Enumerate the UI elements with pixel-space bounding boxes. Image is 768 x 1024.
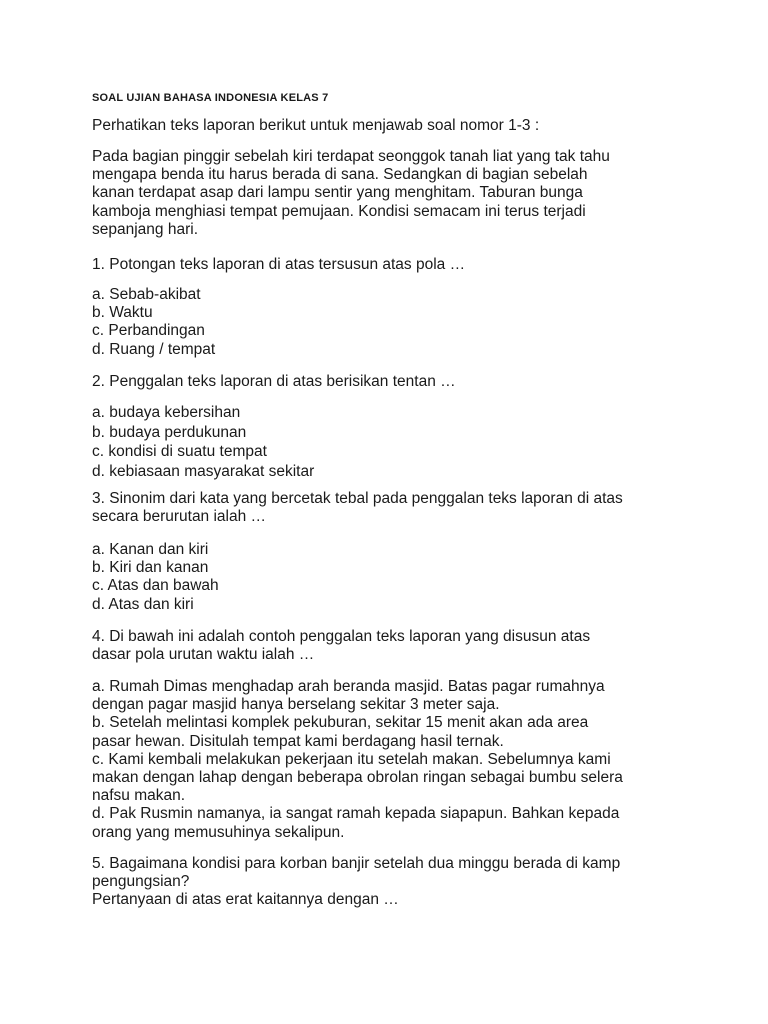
question-5-text: Pertanyaan di atas erat kaitannya dengan … [92,891,399,909]
option-a-cont: dengan pagar masjid hanya berselang sekitar 3 meter saja. [92,696,500,714]
option-d-cont: orang yang memusuhinya sekalipun. [92,823,345,841]
question-5-text: 5. Bagaimana kondisi para korban banjir setelah dua minggu berada di kamp [92,855,621,872]
passage-line: kamboja menghiasi tempat pemujaan. Kondisi semacam ini terus terjadi [92,202,586,220]
option-b: b. Kiri dan kanan [92,559,209,577]
passage-line: mengapa benda itu harus berada di sana. Sedangkan di bagian sebelah [92,166,588,184]
option-d: d. Ruang / tempat [92,340,216,358]
intro-line: Perhatikan teks laporan berikut untuk menjawab soal nomor 1-3 : [92,117,540,134]
question-2-text: 2. Penggalan teks laporan di atas berisikan tentan … [92,373,456,390]
report-passage [92,148,610,239]
option-b: b. Waktu [92,304,153,322]
option-d: d. Atas dan kiri [92,595,194,613]
question-5 [92,855,620,910]
option-c: c. kondisi di suatu tempat [92,443,267,460]
question-3-text: 3. Sinonim dari kata yang bercetak tebal pada penggalan teks laporan di atas [92,490,623,507]
question-2-options [92,403,314,481]
question-5-text: pengungsian? [92,873,190,891]
question-1-text: 1. Potongan teks laporan di atas tersusun atas pola … [92,256,466,273]
option-c-cont: makan dengan lahap dengan beberapa obrolan ringan sebagai bumbu selera [92,769,623,787]
question-3-options [92,541,219,614]
option-d: d. Pak Rusmin namanya, ia sangat ramah kepada siapapun. Bahkan kepada [92,805,620,823]
option-b: b. Setelah melintasi komplek pekuburan, sekitar 15 menit akan ada area [92,714,589,732]
question-1 [92,256,465,274]
option-c: c. Perbandingan [92,322,205,340]
option-b: b. budaya perdukunan [92,423,247,441]
question-4-text: dasar pola urutan waktu ialah … [92,646,315,664]
option-c: c. Kami kembali melakukan pekerjaan itu setelah makan. Sebelumnya kami [92,750,611,768]
option-d: d. kebiasaan masyarakat sekitar [92,462,315,480]
option-b-cont: pasar hewan. Disitulah tempat kami berdagang hasil ternak. [92,732,504,750]
option-a: a. Sebab-akibat [92,286,201,303]
passage-line: Pada bagian pinggir sebelah kiri terdapat seonggok tanah liat yang tak tahu [92,148,610,165]
option-a: a. Rumah Dimas menghadap arah beranda masjid. Batas pagar rumahnya [92,678,605,695]
option-a: a. Kanan dan kiri [92,541,209,558]
question-2 [92,373,456,391]
question-4 [92,628,590,664]
question-3-text: secara berurutan ialah … [92,508,267,526]
document-title: SOAL UJIAN BAHASA INDONESIA KELAS 7 [92,92,329,104]
question-4-options [92,678,623,842]
question-3 [92,490,623,526]
intro-instruction [92,117,539,135]
option-c: c. Atas dan bawah [92,577,219,595]
question-1-options [92,286,215,359]
passage-line: kanan terdapat asap dari lampu sentir yang menghitam. Taburan bunga [92,184,583,202]
passage-line: sepanjang hari. [92,220,198,238]
option-a: a. budaya kebersihan [92,404,241,421]
option-c-cont: nafsu makan. [92,787,186,805]
question-4-text: 4. Di bawah ini adalah contoh penggalan teks laporan yang disusun atas [92,628,591,645]
